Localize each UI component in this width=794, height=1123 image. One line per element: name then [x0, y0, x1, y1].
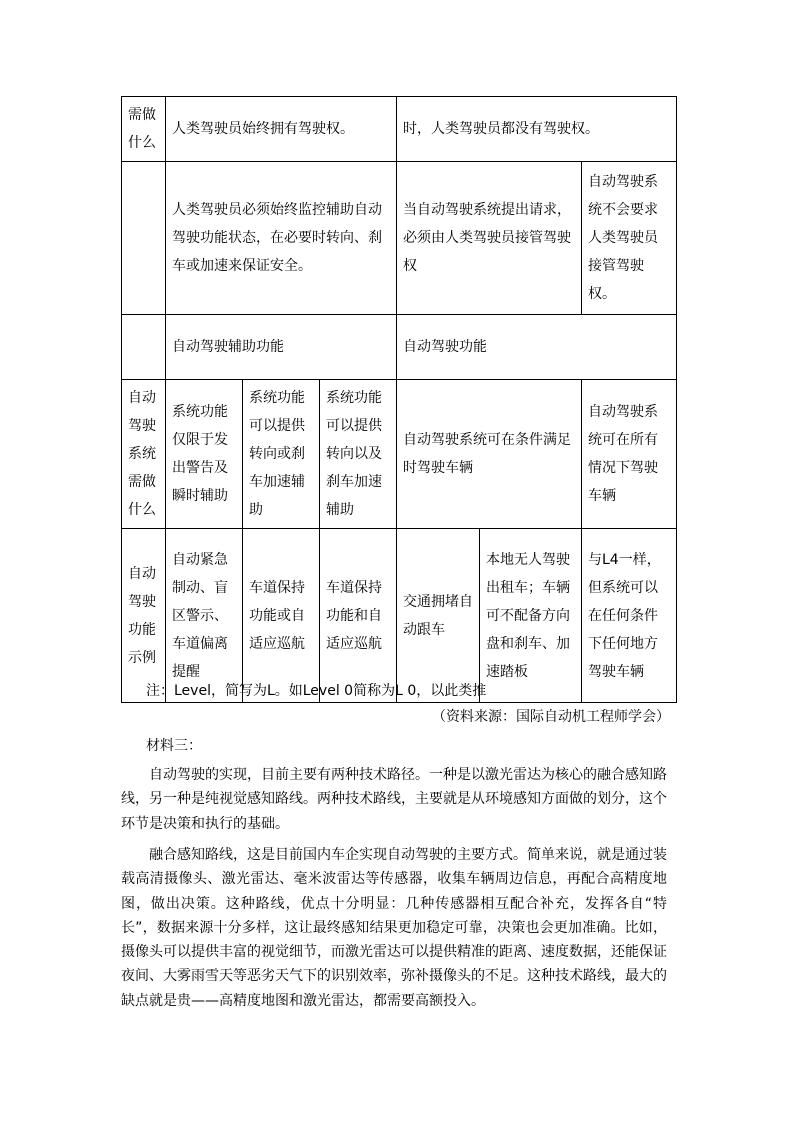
- table-cell: [122, 162, 166, 315]
- table-row: [122, 162, 677, 315]
- table-cell: 自动驾驶系统可在所有情况下驾驶车辆: [582, 380, 677, 529]
- table-row: [122, 529, 677, 703]
- table-cell: 系统功能可以提供转向以及刹车加速辅助: [320, 380, 397, 529]
- table-row: [122, 315, 677, 380]
- row-header: 需做什么: [122, 97, 166, 162]
- table-cell: 时，人类驾驶员都没有驾驶权。: [397, 97, 677, 162]
- table-cell: 车道保持功能和自适应巡航: [320, 529, 397, 703]
- table-cell: 人类驾驶员始终拥有驾驶权。: [166, 97, 397, 162]
- table-cell: 车道保持功能或自适应巡航: [243, 529, 320, 703]
- table-cell: [122, 315, 166, 380]
- table-cell: 自动驾驶系统可在条件满足时驾驶车辆: [397, 380, 582, 529]
- table-cell: 自动驾驶功能: [397, 315, 677, 380]
- table-row: [122, 97, 677, 162]
- table-cell: 自动驾驶系统不会要求人类驾驶员接管驾驶权。: [582, 162, 677, 315]
- table-cell: 系统功能可以提供转向或刹车加速辅助: [243, 380, 320, 529]
- paragraph: 融合感知路线，这是目前国内车企实现自动驾驶的主要方式。简单来说，就是通过装载高清摄像头、激光雷达、毫米波雷达等传感器，收集车辆周边信息，再配合高精度地图，做出决策。这种路线，优点十分明显：几种传感器相互配合补充，发挥各自“特长”，数据来源十分多样，这让最终感知结果更加稳定可靠，决策也会更加准确。比如，摄像头可以提供丰富的视觉细节，而激光雷达可以提供精准的距离、速度数据，还能保证夜间、大雾雨雪天等恶劣天气下的识别效率，弥补摄像头的不足。这种技术路线，最大的缺点就是贵——高精度地图和激光雷达，都需要高额投入。: [121, 847, 667, 1009]
- section-title: 材料三：: [146, 738, 202, 754]
- source-citation: （资料来源：国际自动机工程师学会）: [432, 709, 670, 725]
- row-header: 自动驾驶功能示例: [122, 529, 166, 703]
- table-cell: 自动紧急制动、盲区警示、车道偏离提醒: [166, 529, 243, 703]
- table-cell: 自动驾驶辅助功能: [166, 315, 397, 380]
- table-note: 注：Level，简写为L。如Level 0简称为L 0，以此类推: [146, 683, 487, 699]
- table-cell: 与L4一样，但系统可以在任何条件下任何地方驾驶车辆: [582, 529, 677, 703]
- table-cell: 系统功能仅限于发出警告及瞬时辅助: [166, 380, 243, 529]
- table-row: [122, 380, 677, 529]
- paragraph: 自动驾驶的实现，目前主要有两种技术路径。一种是以激光雷达为核心的融合感知路线，另一种是纯视觉感知路线。两种技术路线，主要就是从环境感知方面做的划分，这个环节是决策和执行的基础。: [121, 767, 667, 832]
- table-cell: 人类驾驶员必须始终监控辅助自动驾驶功能状态，在必要时转向、刹车或加速来保证安全。: [166, 162, 397, 315]
- table-cell: 本地无人驾驶出租车；车辆可不配备方向盘和刹车、加速踏板: [480, 529, 582, 703]
- autonomy-levels-table: [121, 96, 677, 703]
- table-cell: 当自动驾驶系统提出请求，必须由人类驾驶员接管驾驶权: [397, 162, 582, 315]
- row-header: 自动驾驶系统需做什么: [122, 380, 166, 529]
- table-cell: 交通拥堵自动跟车: [397, 529, 480, 703]
